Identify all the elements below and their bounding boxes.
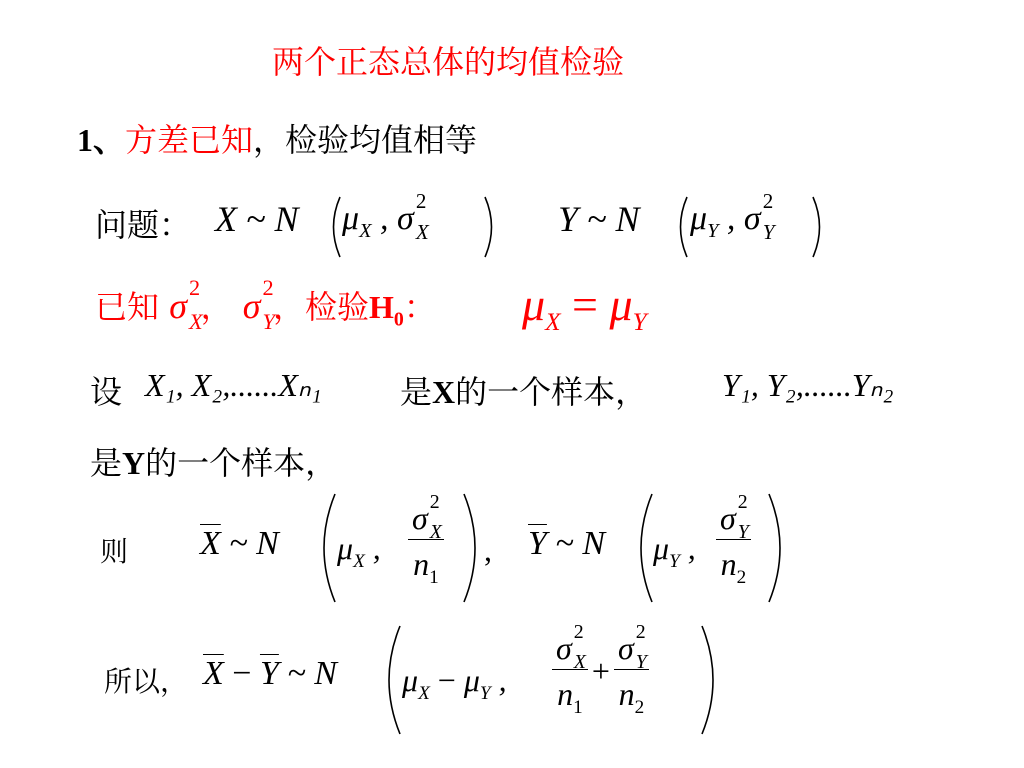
diff-mean: $\mu_X - \mu_Y$ , (402, 662, 507, 704)
known-test: 检验 (304, 288, 369, 326)
x-left-paren (325, 195, 345, 259)
x-distribution (215, 198, 298, 240)
x-right-paren (480, 195, 500, 259)
x-sample-is: 是 (400, 373, 433, 411)
ybar-distribution: $\overline{Y}$ ~ N (528, 525, 605, 562)
xbar-distribution: $\overline{X}$ ~ N (200, 525, 279, 562)
xbar-right-paren (460, 492, 486, 604)
y-sample-is: 是 (90, 444, 123, 482)
known-sep2: ， (272, 288, 305, 326)
known-label: 已知 (95, 288, 160, 326)
y-right-paren (808, 195, 828, 259)
y-left-paren (672, 195, 692, 259)
y-dist-text: Y ~ N (558, 199, 640, 239)
sample-lead: 设 (90, 373, 123, 411)
diff-left-paren (378, 624, 404, 736)
known-sep: ， (200, 288, 233, 326)
diff-variance: σ 2 X $n_1$ + σ 2 Y $n_2$ (548, 630, 653, 713)
ybar-variance-frac: σ 2 Y $n_2$ (712, 500, 755, 583)
diff-right-paren (698, 624, 724, 736)
y-params: $\mu_Y$ , σ 2 Y (690, 188, 775, 245)
section-number: 1、 (77, 122, 126, 158)
xbar-variance-frac: σ 2 X $n_1$ (404, 500, 448, 583)
x-sample-desc (400, 367, 647, 413)
section-heading (77, 115, 477, 161)
section-rest: ，检验均值相等 (253, 121, 478, 159)
then-label: 则 (100, 535, 129, 568)
y-sample-desc (90, 438, 337, 484)
x-sample-letter: X (432, 374, 456, 410)
problem-label: 问题： (95, 206, 192, 244)
x-params: $\mu_X$ , σ 2 X (342, 188, 429, 245)
problem-line (95, 200, 191, 246)
h0-letter: H (369, 289, 394, 325)
section-emphasis: 方差已知 (125, 121, 254, 159)
x-sample-tail: 的一个样本， (455, 373, 648, 411)
y-distribution (558, 198, 640, 240)
page-title: 两个正态总体的均值检验 (272, 43, 625, 81)
xbar-left-paren (313, 492, 339, 604)
y-sample-seq: Y₁, Y₂,......Yₙ₂ (722, 367, 894, 403)
y-sample-letter: Y (122, 445, 146, 481)
y-sample-tail: 的一个样本， (145, 444, 338, 482)
h0-subscript: 0 (393, 308, 404, 331)
h0-colon: ： (403, 288, 436, 326)
known-line: 已知 σ 2 X， σ 2 Y，检验$H_0$： (95, 275, 436, 334)
then-comma: , (484, 532, 492, 568)
xbar-mean: $\mu_X$ , (337, 530, 381, 572)
ybar-right-paren (765, 492, 791, 604)
so-label: 所以， (104, 665, 189, 698)
h0-hypothesis: $\mu_X = \mu_Y$ (522, 279, 647, 336)
x-dist-text: X ~ N (215, 199, 299, 239)
ybar-mean: $\mu_Y$ , (653, 530, 696, 572)
x-sample-seq: X₁, X₂,......Xₙ₁ (145, 367, 322, 403)
diff-distribution: $\overline{X} - \overline{Y}$ ~ N (203, 655, 337, 692)
sample-line (90, 367, 122, 413)
